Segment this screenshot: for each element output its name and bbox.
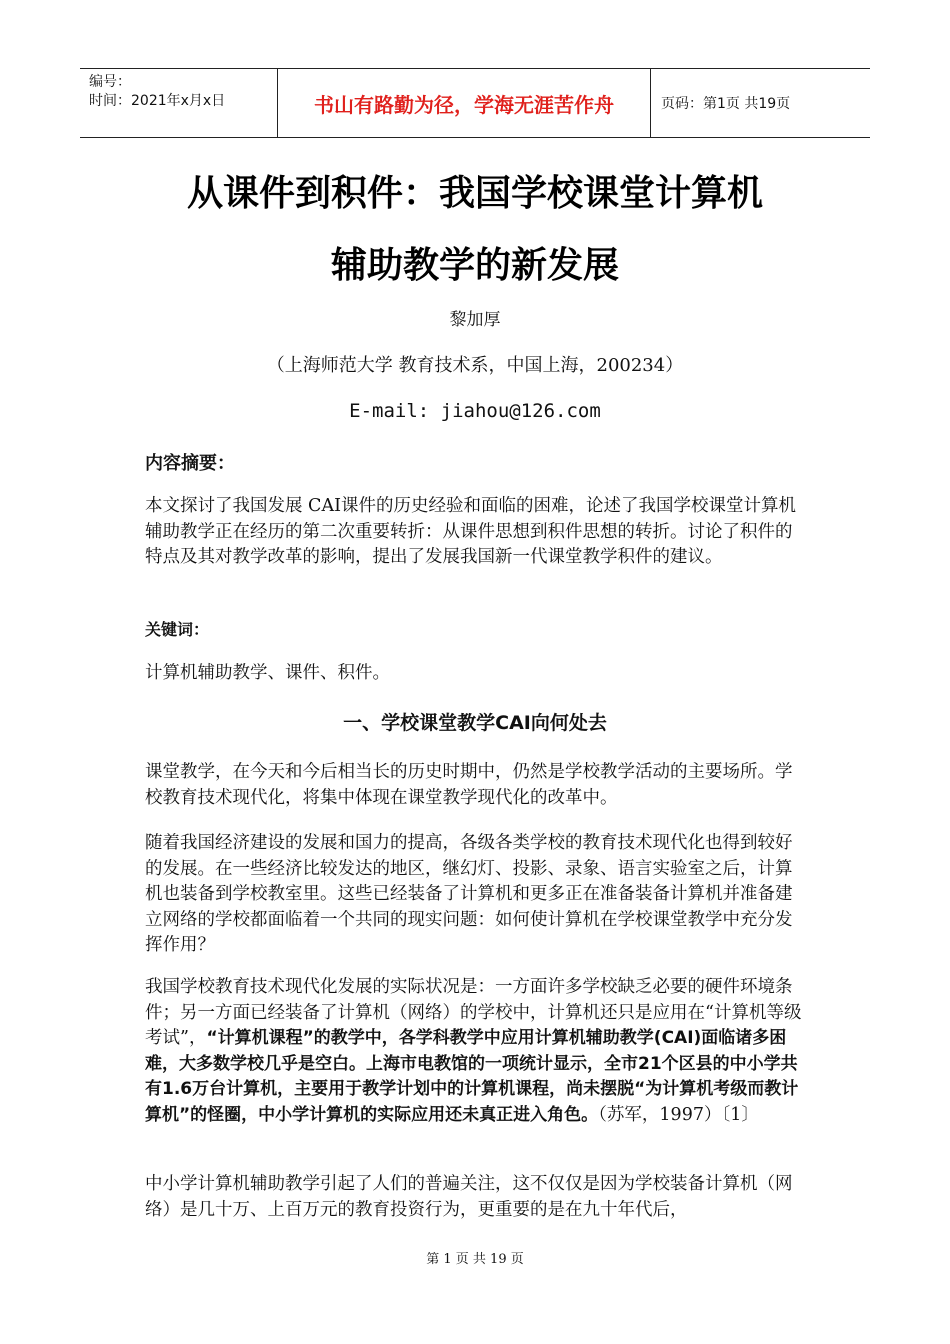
header-page-info: 页码：第1页 共19页 [661, 96, 791, 112]
time-label: 时间：2021年x月x日 [89, 93, 226, 109]
paragraph-3-bold: “计算机课程”的教学中，各学科教学中应用计算机辅助教学(CAI)面临诸多困难，大多数学校几乎是空白。上海市电教馆的一项统计显示，全市21个区县的中小学共有1.6万台计算机，主要用于教学计划中的计算机课程，尚未摆脱“为计算机考级而教计算机”的怪圈，中小学计算机的实际应用还未真正进入角色。 [145, 1028, 799, 1125]
paragraph-2: 随着我国经济建设的发展和国力的提高，各级各类学校的教育技术现代化也得到较好的发展。在一些经济比较发达的地区，继幻灯、投影、录象、语言实验室之后，计算机也装备到学校教室里。这些已经装备了计算机和更多正在准备装备计算机并准备建立网络的学校都面临着一个共同的现实问题：如何使计算机在学校课堂教学中充分发挥作用？ [145, 833, 793, 955]
author: 黎加厚 [449, 310, 501, 330]
email: E-mail: jiahou@126.com [349, 400, 601, 422]
header-table [80, 68, 870, 138]
abstract-text: 本文探讨了我国发展 CAI课件的历史经验和面临的困难，论述了我国学校课堂计算机辅助教学正在经历的第二次重要转折：从课件思想到积件思想的转折。讨论了积件的特点及其对教学改革的影响，提出了发展我国新一代课堂教学积件的建议。 [145, 496, 797, 567]
keywords-text: 计算机辅助教学、课件、积件。 [145, 663, 390, 683]
paragraph-3 [145, 975, 805, 1128]
paragraph-3-citation: （苏军，1997）〔1〕 [598, 1104, 759, 1125]
paragraph-3-normal: 我国学校教育技术现代化发展的实际状况是：一方面许多学校缺乏必要的硬件环境条件；另一方面已经装备了计算机（网络）的学校中，计算机还只是应用在“计算机等级考试”， [145, 977, 802, 1048]
header-meta [80, 69, 278, 137]
page-footer: 第 1 页 共 19 页 [426, 1252, 524, 1267]
section-heading: 一、学校课堂教学CAI向何处去 [343, 712, 607, 734]
title-line-1: 从课件到积件：我国学校课堂计算机 [186, 173, 763, 214]
title-line-2: 辅助教学的新发展 [330, 245, 619, 286]
paragraph-1: 课堂教学，在今天和今后相当长的历史时期中，仍然是学校教学活动的主要场所。学校教育技术现代化，将集中体现在课堂教学现代化的改革中。 [145, 762, 793, 808]
header-motto: 书山有路勤为径，学海无涯苦作舟 [278, 69, 651, 137]
paragraph-4: 中小学计算机辅助教学引起了人们的普遍关注，这不仅仅是因为学校装备计算机（网络）是几十万、上百万元的教育投资行为，更重要的是在九十年代后， [145, 1174, 793, 1220]
keywords-label: 关键词： [145, 620, 210, 639]
affiliation: （上海师范大学 教育技术系，中国上海，200234） [266, 355, 684, 376]
number-label: 编号： [89, 74, 131, 90]
abstract-label: 内容摘要： [145, 453, 235, 474]
